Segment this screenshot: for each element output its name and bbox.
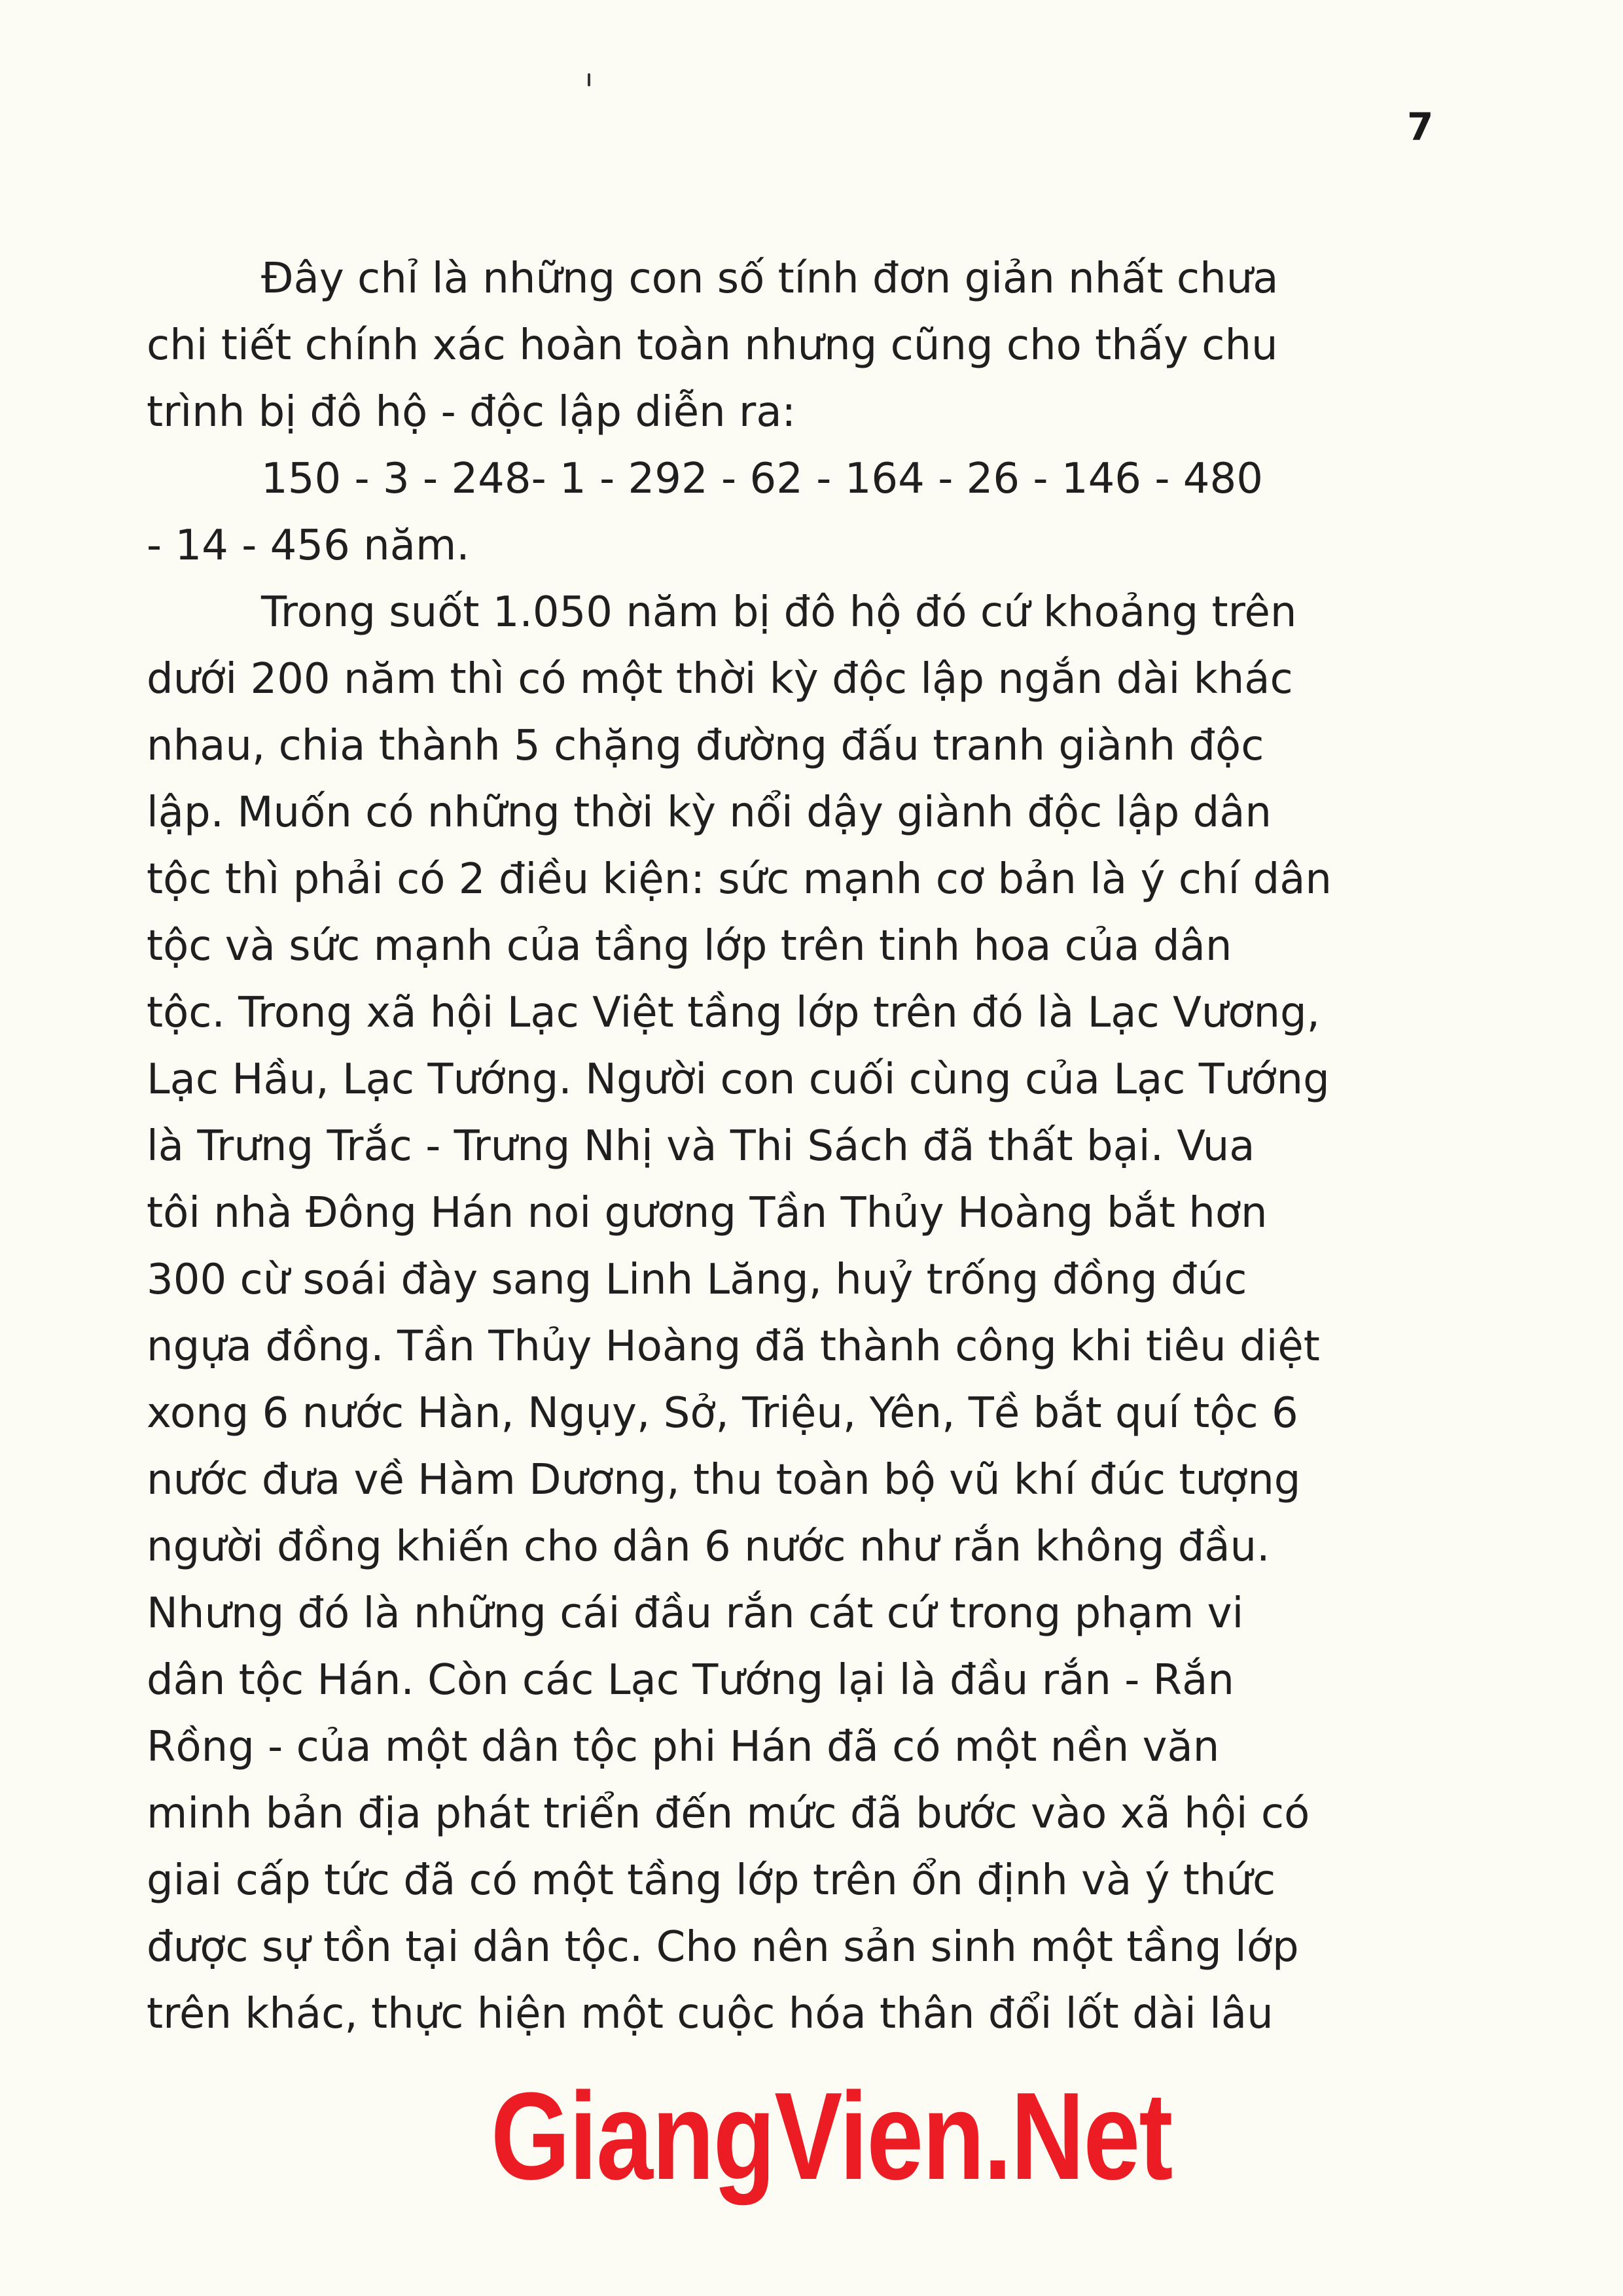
text-line: Nhưng đó là những cái đầu rắn cát cứ trong phạm vi [147, 1589, 1244, 1638]
text-line: xong 6 nước Hàn, Ngụy, Sở, Triệu, Yên, Tề bắt quí tộc 6 [147, 1389, 1298, 1438]
text-line: nước đưa về Hàm Dương, thu toàn bộ vũ khí đúc tượng [147, 1456, 1301, 1504]
text-line: dưới 200 năm thì có một thời kỳ độc lập ngắn dài khác [147, 655, 1293, 703]
text-line: người đồng khiến cho dân 6 nước như rắn không đầu. [147, 1523, 1270, 1571]
text-line: giai cấp tức đã có một tầng lớp trên ổn định và ý thức [147, 1856, 1276, 1905]
text-line: Lạc Hầu, Lạc Tướng. Người con cuối cùng của Lạc Tướng [147, 1055, 1330, 1104]
text-line: ngựa đồng. Tần Thủy Hoàng đã thành công khi tiêu diệt [147, 1322, 1320, 1371]
text-line: tộc. Trong xã hội Lạc Việt tầng lớp trên đó là Lạc Vương, [147, 989, 1320, 1037]
page-number: 7 [1407, 105, 1434, 149]
text-line: lập. Muốn có những thời kỳ nổi dậy giành độc lập dân [147, 788, 1272, 837]
text-line: được sự tồn tại dân tộc. Cho nên sản sinh một tầng lớp [147, 1923, 1299, 1971]
text-line: tôi nhà Đông Hán noi gương Tần Thủy Hoàng bắt hơn [147, 1189, 1268, 1237]
text-line: chi tiết chính xác hoàn toàn nhưng cũng cho thấy chu [147, 321, 1278, 370]
text-line: dân tộc Hán. Còn các Lạc Tướng lại là đầu rắn - Rắn [147, 1656, 1234, 1704]
text-line: 150 - 3 - 248- 1 - 292 - 62 - 164 - 26 - 146 - 480 [261, 455, 1263, 503]
text-line: nhau, chia thành 5 chặng đường đấu tranh giành độc [147, 722, 1264, 770]
text-line: - 14 - 456 năm. [147, 521, 470, 570]
body-text [147, 245, 1495, 2047]
text-line: trên khác, thực hiện một cuộc hóa thân đổi lốt dài lâu [147, 1990, 1274, 2038]
paragraph-2 [147, 446, 1495, 579]
text-line: trình bị đô hộ - độc lập diễn ra: [147, 388, 796, 436]
watermark-logo: GiangVien.Net [491, 2067, 1172, 2206]
text-line: tộc thì phải có 2 điều kiện: sức mạnh cơ bản là ý chí dân [147, 855, 1332, 904]
page-mark [588, 73, 590, 86]
text-line: Đây chỉ là những con số tính đơn giản nhất chưa [261, 255, 1279, 303]
text-line: 300 cừ soái đày sang Linh Lăng, huỷ trống đồng đúc [147, 1256, 1247, 1304]
text-line: tộc và sức mạnh của tầng lớp trên tinh hoa của dân [147, 922, 1232, 970]
text-line: Rồng - của một dân tộc phi Hán đã có một nền văn [147, 1723, 1220, 1771]
paragraph-3 [147, 579, 1495, 2047]
text-line: là Trưng Trắc - Trưng Nhị và Thi Sách đã thất bại. Vua [147, 1122, 1255, 1171]
text-line: minh bản địa phát triển đến mức đã bước vào xã hội có [147, 1790, 1310, 1838]
paragraph-1 [147, 245, 1495, 446]
text-line: Trong suốt 1.050 năm bị đô hộ đó cứ khoảng trên [261, 588, 1297, 637]
